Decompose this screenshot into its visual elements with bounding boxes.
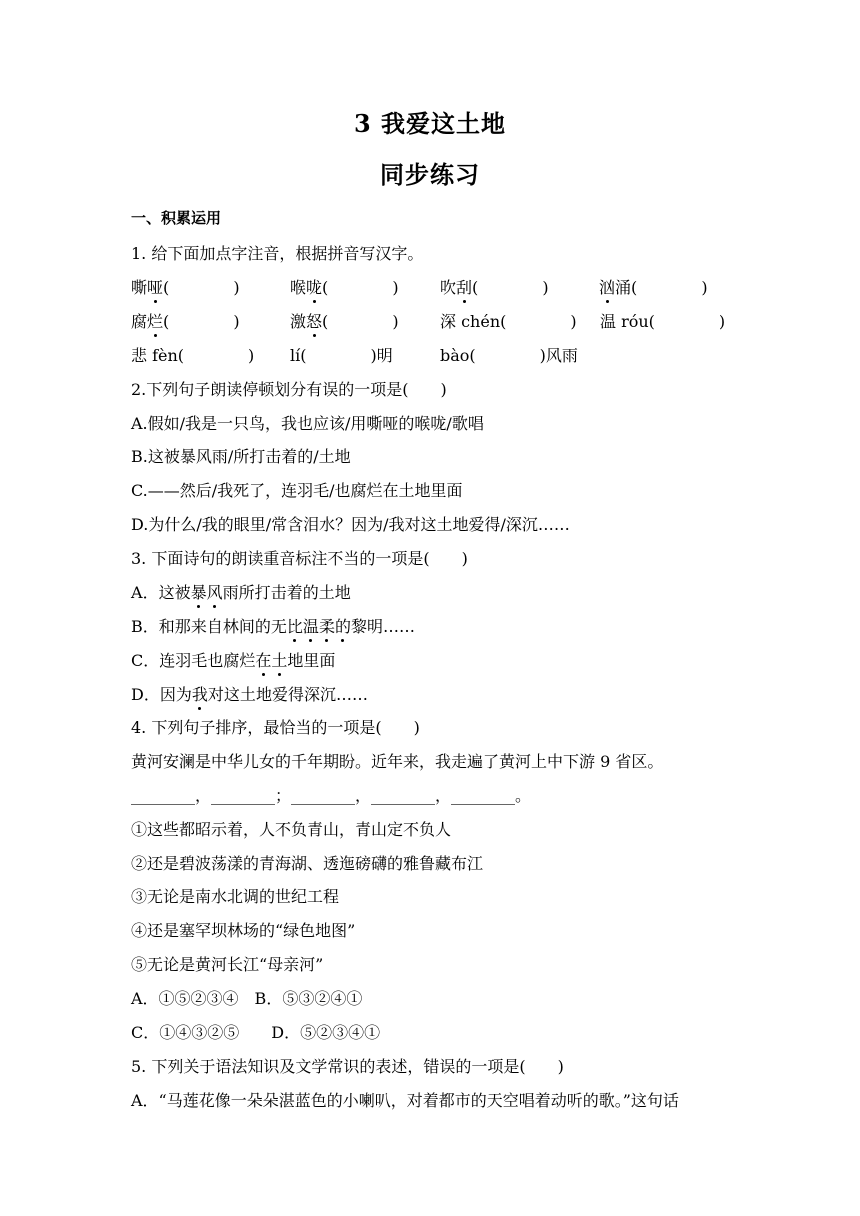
emphasis-dot-char: 怒: [306, 309, 322, 332]
question-3-prompt: 3. 下面诗句的朗读重音标注不当的一项是( ): [131, 549, 468, 568]
q1-item: lí( )明: [290, 346, 393, 365]
q1-item: bào( )风雨: [440, 346, 578, 365]
emphasis-dot-char: 暴: [191, 580, 207, 603]
q4-options-cd: C．①④③②⑤ D．⑤②③④①: [131, 1023, 381, 1042]
emphasis-dot-char: 刮: [456, 275, 472, 298]
emphasis-dot-char: 我: [192, 682, 208, 705]
q1-item: 喉咙( ): [290, 275, 399, 298]
emphasis-dot-char: 土: [271, 648, 287, 671]
q4-options-ab: A．①⑤②③④ B．⑤③②④①: [131, 989, 363, 1008]
emphasis-dot-char: 比: [287, 614, 303, 637]
q1-item: 激怒( ): [290, 309, 399, 332]
q5-option-a: A．“马莲花像一朵朵湛蓝色的小喇叭，对着都市的天空唱着动听的歌。”这句话: [131, 1091, 679, 1110]
lesson-title: 3 我爱这土地: [353, 109, 507, 138]
q4-intro: 黄河安澜是中华儿女的千年期盼。近年来，我走遍了黄河上中下游 9 省区。: [131, 752, 664, 771]
lesson-subtitle: 同步练习: [380, 160, 480, 189]
q2-option-b: B.这被暴风雨/所打击着的/土地: [131, 447, 351, 466]
q1-item: 汹涌( ): [599, 275, 708, 298]
emphasis-dot-char: 风: [207, 580, 223, 603]
emphasis-dot-char: 温: [303, 614, 319, 637]
q1-item: 嘶哑( ): [131, 275, 240, 298]
q4-blanks: ________，________；________，________，________。: [131, 786, 532, 805]
question-4-prompt: 4. 下列句子排序，最恰当的一项是( ): [131, 718, 420, 737]
q3-option-a: A．这被暴风雨所打击着的土地: [131, 580, 351, 603]
q3-option-c: C．连羽毛也腐烂在土地里面: [131, 648, 335, 671]
question-1-prompt: 1. 给下面加点字注音，根据拼音写汉字。: [131, 244, 424, 263]
q4-sentence-4: ④还是塞罕坝林场的“绿色地图”: [131, 921, 356, 940]
q1-item: 悲 fèn( ): [131, 346, 255, 365]
emphasis-dot-char: 柔: [319, 614, 335, 637]
q1-item: 深 chén( ): [440, 312, 577, 331]
emphasis-dot-char: 汹: [599, 275, 615, 298]
section-heading: 一、积累运用: [131, 209, 222, 227]
q1-item: 吹刮( ): [440, 275, 549, 298]
emphasis-dot-char: 哑: [147, 275, 163, 298]
q2-option-a: A.假如/我是一只鸟，我也应该/用嘶哑的喉咙/歌唱: [131, 414, 484, 433]
q1-item: 温 róu( ): [600, 312, 726, 331]
q4-sentence-1: ①这些都昭示着，人不负青山，青山定不负人: [131, 820, 452, 839]
q4-sentence-5: ⑤无论是黄河长江“母亲河”: [131, 955, 324, 974]
question-5-prompt: 5. 下列关于语法知识及文学常识的表述，错误的一项是( ): [131, 1057, 564, 1076]
q1-item: 腐烂( ): [131, 309, 240, 332]
q4-sentence-2: ②还是碧波荡漾的青海湖、透迤磅礴的雅鲁藏布江: [131, 854, 484, 873]
question-2-prompt: 2.下列句子朗读停顿划分有误的一项是( ): [131, 380, 447, 399]
emphasis-dot-char: 烂: [147, 309, 163, 332]
q3-option-b: B．和那来自林间的无比温柔的黎明……: [131, 614, 415, 637]
emphasis-dot-char: 的: [335, 614, 351, 637]
q4-sentence-3: ③无论是南水北调的世纪工程: [131, 887, 340, 906]
q2-option-d: D.为什么/我的眼里/常含泪水？因为/我对这土地爱得/深沉……: [131, 515, 570, 534]
emphasis-dot-char: 咙: [306, 275, 322, 298]
q2-option-c: C.——然后/我死了，连羽毛/也腐烂在土地里面: [131, 481, 463, 500]
emphasis-dot-char: 在: [255, 648, 271, 671]
q3-option-d: D．因为我对这土地爱得深沉……: [131, 682, 368, 705]
